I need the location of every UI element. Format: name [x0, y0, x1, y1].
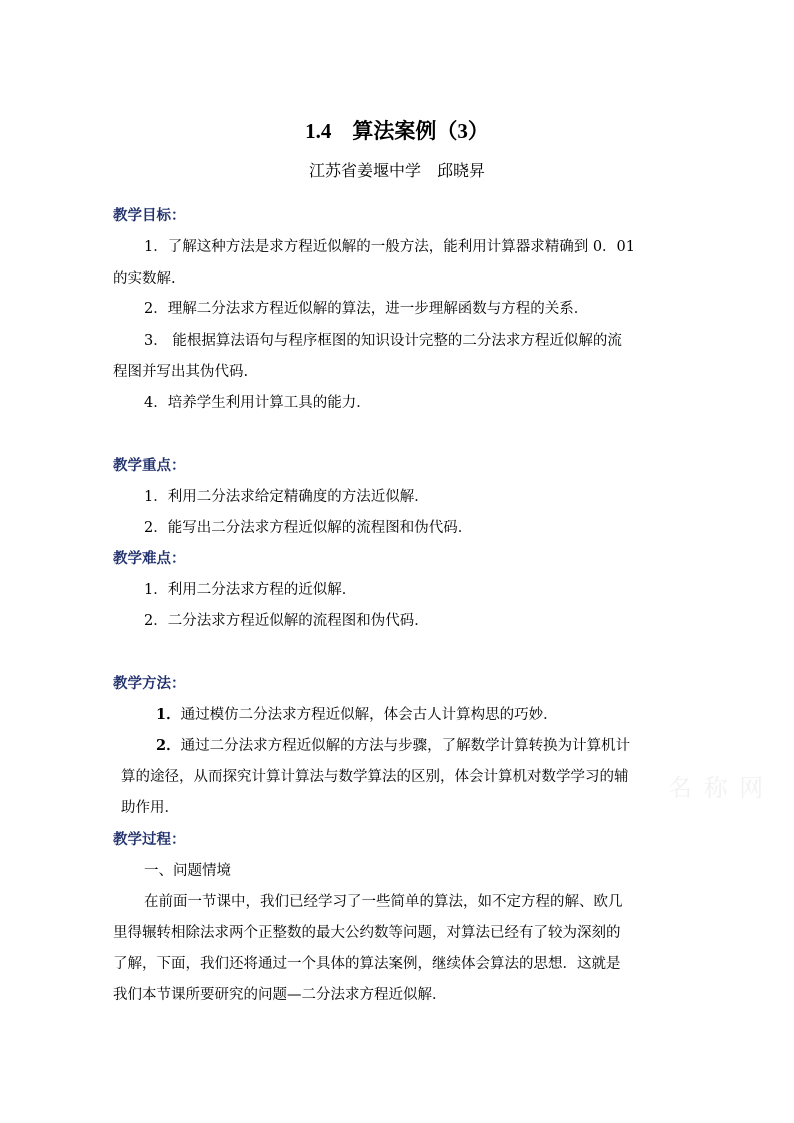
paragraph-line-4: 我们本节课所要研究的问题—二分法求方程近似解．: [113, 987, 447, 1003]
method-item-2-cont-1: 算的途径，从而探究计算计算法与数学算法的区别，体会计算机对数学学习的辅: [121, 769, 629, 785]
watermark: 名 称 网: [668, 774, 766, 802]
section-1-title: 一、问题情境: [144, 863, 231, 879]
method-item-2-text: 通过二分法求方程近似解的方法与步骤，了解数学计算转换为计算机计: [180, 738, 631, 754]
goal-item-3: 3． 能根据算法语句与程序框图的知识设计完整的二分法求方程近似解的流: [144, 333, 622, 349]
methods-heading: 教学方法：: [113, 675, 186, 692]
goal-item-3-cont: 程图并写出其伪代码.: [113, 364, 249, 380]
goal-item-4: 4．培养学生利用计算工具的能力．: [144, 395, 371, 411]
key-point-1: 1．利用二分法求给定精确度的方法近似解．: [144, 489, 429, 505]
difficulty-1: 1．利用二分法求方程的近似解．: [144, 582, 357, 598]
goal-item-1: 1．了解这种方法是求方程近似解的一般方法，能利用计算器求精确到 0．01: [144, 239, 636, 255]
method-item-1-number: 1．: [156, 706, 181, 723]
method-item-1: [156, 705, 558, 725]
key-points-heading: 教学重点：: [113, 457, 186, 474]
method-item-2-cont-2: 助作用．: [121, 800, 179, 816]
difficulty-2: 2．二分法求方程近似解的流程图和伪代码．: [144, 613, 429, 629]
paragraph-line-3: 了解，下面，我们还将通过一个具体的算法案例，继续体会算法的思想．这就是: [113, 956, 621, 972]
goal-item-1-cont: 的实数解.: [113, 271, 176, 287]
method-item-1-text: 通过模仿二分法求方程近似解，体会古人计算构思的巧妙．: [180, 707, 558, 723]
goals-heading: 教学目标：: [113, 207, 186, 224]
difficulties-heading: 教学难点：: [113, 550, 186, 567]
author-line: 江苏省姜堰中学 邱晓昇: [308, 161, 485, 180]
key-point-2: 2．能写出二分法求方程近似解的流程图和伪代码．: [144, 520, 473, 536]
paragraph-line-1: 在前面一节课中，我们已经学习了一些简单的算法，如不定方程的解、欧几: [144, 894, 623, 910]
page-title: 1.4 算法案例（3）: [305, 119, 489, 143]
method-item-2-number: 2．: [156, 737, 181, 754]
method-item-2: [156, 736, 630, 756]
goal-item-2: 2．理解二分法求方程近似解的算法，进一步理解函数与方程的关系．: [144, 301, 589, 317]
process-heading: 教学过程：: [113, 831, 186, 848]
paragraph-line-2: 里得辗转相除法求两个正整数的最大公约数等问题，对算法已经有了较为深刻的: [113, 925, 621, 941]
